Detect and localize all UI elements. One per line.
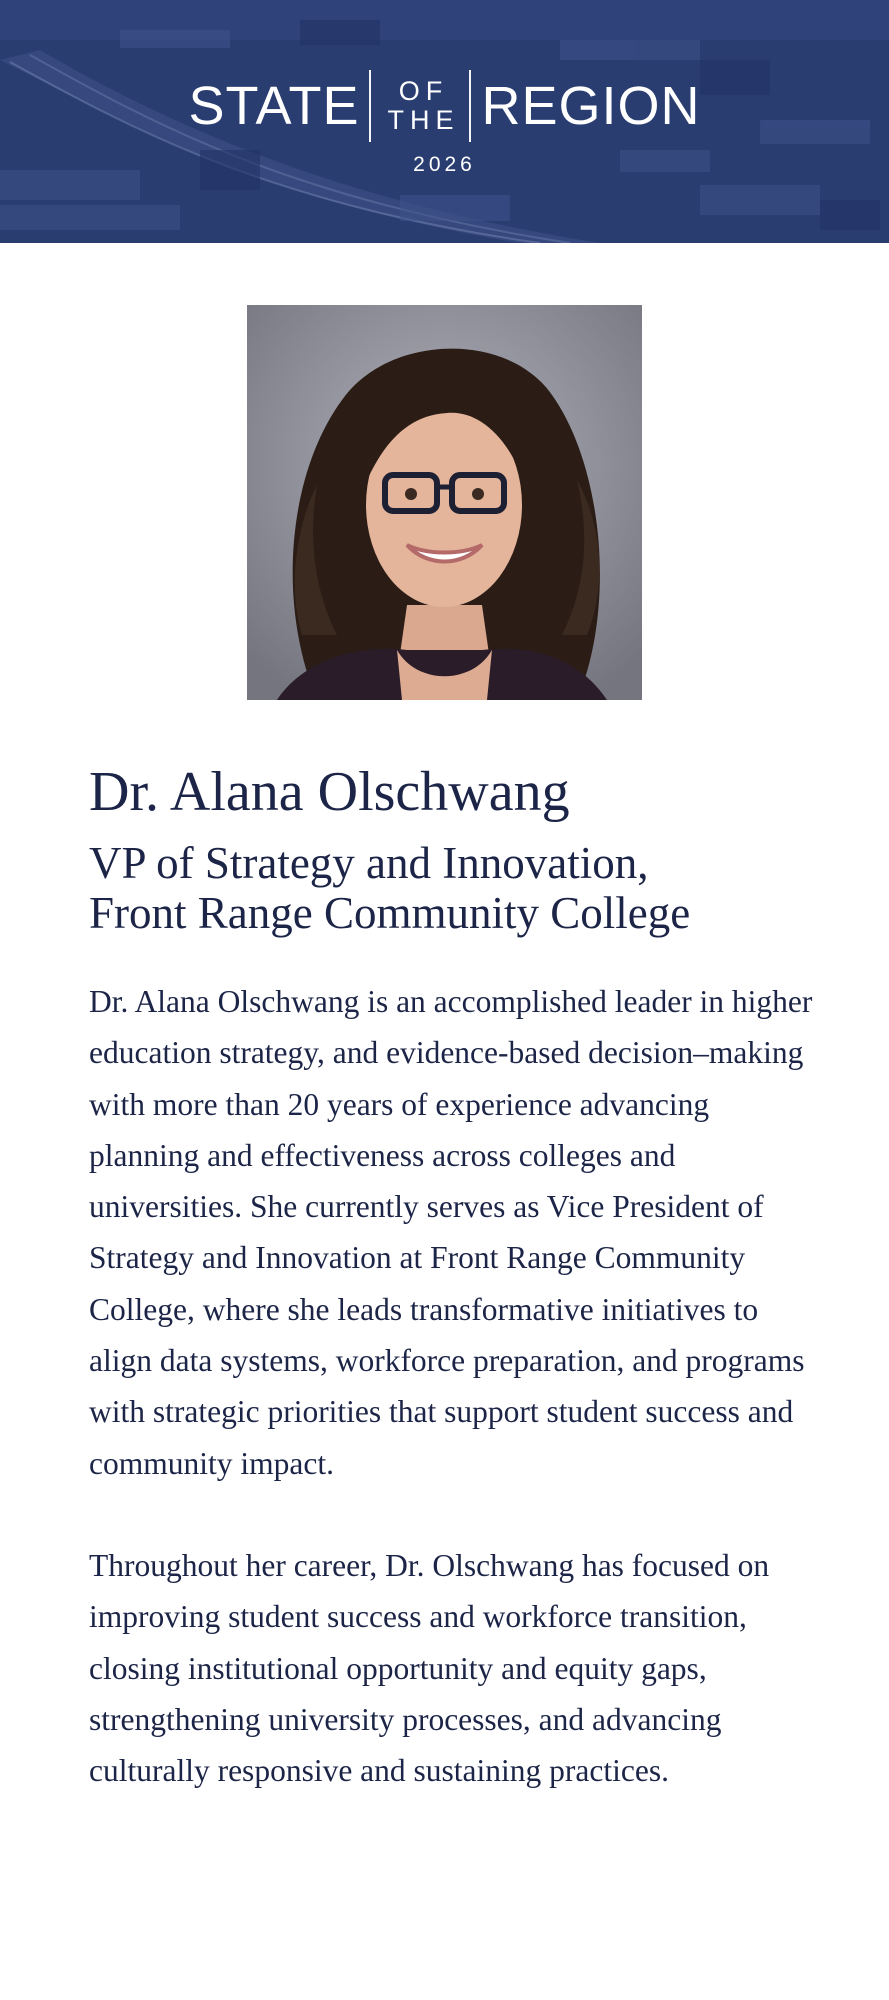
logo-divider: [369, 70, 371, 142]
state-of-the-region-logo: [0, 70, 889, 142]
header-banner: [0, 0, 889, 243]
logo-of-the: [381, 77, 459, 135]
logo-divider: [469, 70, 471, 142]
logo-word-the: THE: [387, 105, 460, 135]
speaker-title-line1: VP of Strategy and Innovation,: [89, 838, 649, 888]
bio-paragraph: Throughout her career, Dr. Olschwang has focused on improving student success and workforce transition, closing institutional opportunity and equity gaps, strengthening university processes, and advancing culturally responsive and sustaining practices.: [89, 1547, 770, 1789]
speaker-title: [89, 838, 819, 938]
speaker-title-line2: Front Range Community College: [89, 888, 691, 938]
speaker-name: Dr. Alana Olschwang: [89, 761, 570, 823]
logo-word-region: REGION: [481, 76, 701, 136]
speaker-portrait-photo: [247, 305, 642, 700]
logo-word-of: OF: [398, 76, 449, 106]
bio-paragraph: Dr. Alana Olschwang is an accomplished leader in higher education strategy, and evidence-based decision–making with more than 20 years of experience advancing planning and effectiveness across colleges and universities. She currently serves as Vice President of Strategy and Innovation at Front Range Community College, where she leads transformative initiatives to align data systems, workforce preparation, and programs with strategic priorities that support student success and community impact.: [89, 984, 813, 1481]
logo-year: 2026: [413, 153, 476, 176]
speaker-profile: [89, 760, 819, 1796]
logo-word-state: STATE: [188, 76, 360, 136]
